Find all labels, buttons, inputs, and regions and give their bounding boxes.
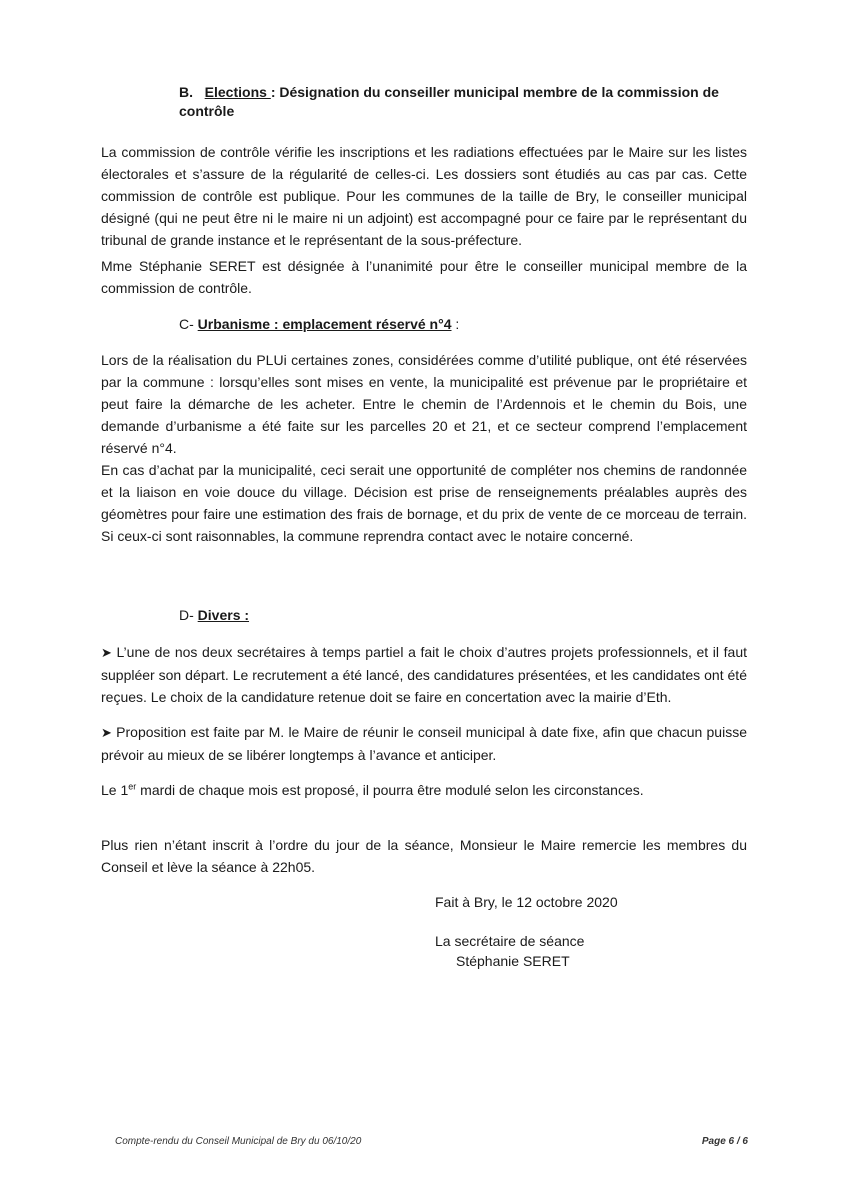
footer-page-number: Page 6 / 6 [701, 1136, 748, 1147]
closing-paragraph: Plus rien n’étant inscrit à l’ordre du jour de la séance, Monsieur le Maire remercie les membres du Conseil et lève la séance à 22h05. [101, 837, 747, 875]
section-c-paragraph-2: En cas d’achat par la municipalité, ceci serait une opportunité de compléter nos chemins de randonnée et la liaison en voie douce du village. Décision est prise de renseignements préalables auprès des géomètres pour faire une estimation des frais de bornage, et du prix de vente de ce morceau de terrain. Si ceux-ci sont raisonnables, la commune reprendra contact avec le notaire concerné. [101, 462, 747, 544]
section-d-heading [179, 606, 249, 625]
section-b-letter: B. [179, 84, 193, 100]
signature-place-date: Fait à Bry, le 12 octobre 2020 [435, 894, 618, 910]
section-d-letter: D- [179, 607, 194, 623]
note-superscript: er [128, 781, 137, 792]
section-c-heading [179, 315, 459, 334]
section-d-note [101, 779, 747, 801]
section-c-suffix: : [451, 316, 460, 332]
note-suffix: mardi de chaque mois est proposé, il pourra être modulé selon les circonstances. [136, 782, 644, 798]
section-b-label: Elections [204, 84, 271, 100]
note-prefix: Le 1 [101, 782, 129, 798]
section-b-title: : Désignation du conseiller municipal membre de la commission de contrôle [179, 84, 719, 119]
section-c-paragraph-1: Lors de la réalisation du PLUi certaines zones, considérées comme d’utilité publique, ont été réservées par la commune : lorsqu’elles sont mises en vente, la municipalité est prévenue par le propriétaire et peut faire la démarche de les acheter. Entre le chemin de l’Ardennois et le chemin du Bois, une demande d’urbanisme a été faite sur les parcelles 20 et 21, et ce secteur comprend l’emplacement réservé n°4. [101, 352, 747, 456]
arrow-bullet-icon: ➤ [101, 725, 112, 740]
section-b-paragraph-1: La commission de contrôle vérifie les inscriptions et les radiations effectuées par le Maire sur les listes électorales et s’assure de la régularité de celles-ci. Les dossiers sont étudiés au cas par cas. Cette commission de contrôle est publique. Pour les communes de la taille de Bry, le conseiller municipal désigné (qui ne peut être ni le maire ni un adjoint) est accompagné pour ce faire par le représentant du tribunal de grande instance et le représentant de la sous-préfecture. [101, 144, 747, 248]
section-b-paragraph-2: Mme Stéphanie SERET est désignée à l’unanimité pour être le conseiller municipal membre de la commission de contrôle. [101, 258, 747, 296]
signature-name: Stéphanie SERET [456, 953, 570, 969]
arrow-bullet-icon: ➤ [101, 645, 112, 660]
section-c-letter: C- [179, 316, 194, 332]
footer-left: Compte-rendu du Conseil Municipal de Bry du 06/10/20 [115, 1136, 362, 1147]
section-d-bullet-1 [101, 641, 747, 708]
section-d-bullet-2-text: Proposition est faite par M. le Maire de réunir le conseil municipal à date fixe, afin que chacun puisse prévoir au mieux de se libérer longtemps à l’avance et anticiper. [101, 724, 747, 763]
signature-role: La secrétaire de séance [435, 933, 585, 949]
section-c-label: Urbanisme : emplacement réservé n°4 [197, 316, 452, 332]
section-b-heading [179, 83, 747, 121]
section-d-label: Divers : [197, 607, 250, 623]
section-d-bullet-1-text: L’une de nos deux secrétaires à temps partiel a fait le choix d’autres projets professionnels, et il faut suppléer son départ. Le recrutement a été lancé, des candidatures présentées, et les candidates ont été reçues. Le choix de la candidature retenue doit se faire en concertation avec la mairie d’Eth. [101, 644, 748, 705]
section-d-bullet-2 [101, 721, 747, 766]
